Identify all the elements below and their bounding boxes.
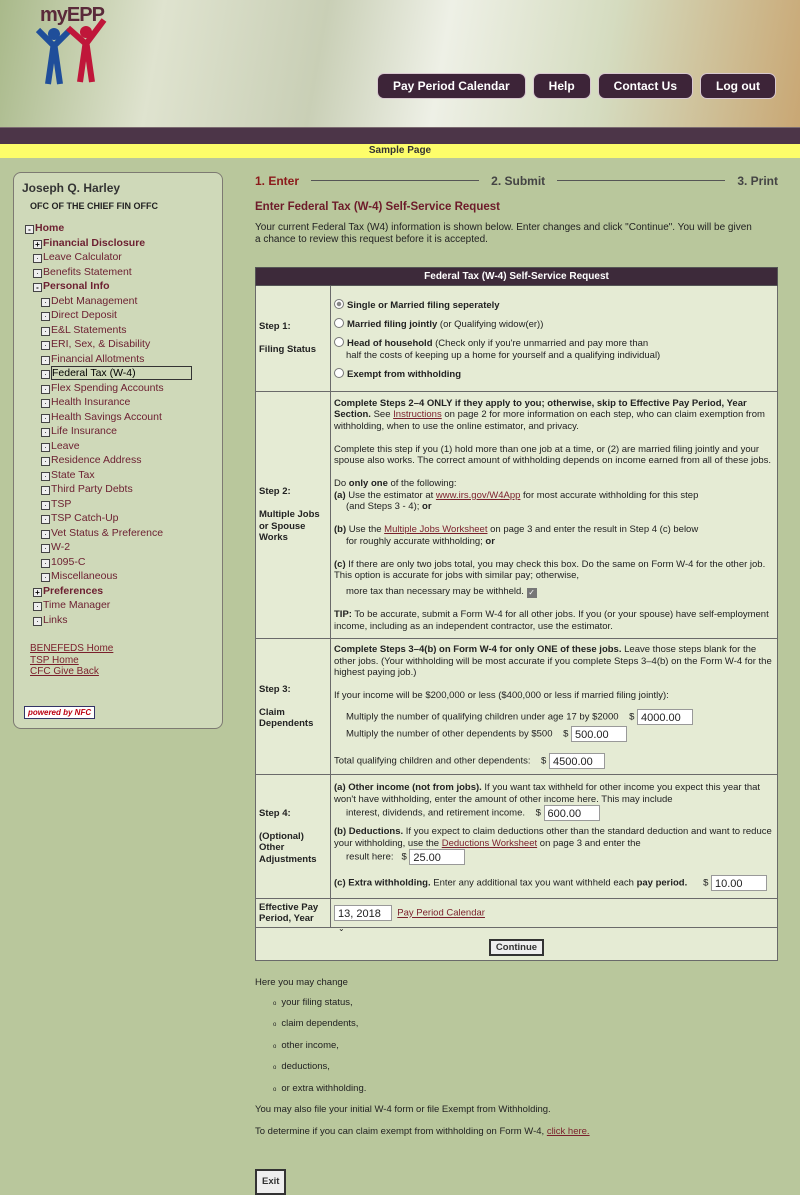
sidebar-item[interactable]: · Leave	[22, 439, 214, 454]
sidebar-item[interactable]: · Links	[22, 613, 214, 628]
step1-label: Step 1:	[259, 321, 291, 333]
tree-toggle-icon[interactable]: ·	[41, 559, 50, 568]
w4-form: Federal Tax (W-4) Self-Service Request Step 1: Filing Status Single or Married filing seperately Married filing jointly (or Qualifying widow(er)) Head of household (Check only if you're unmarried and pay more than half the costs of keeping up a home for yourself and a qualifying individual) Exempt from withholding Step 2: Multiple Jobs or Spouse Works Complete Steps 2–4 ONLY if they apply to you; otherwise, skip to Effective Pay Period, Year Section. See Instructions on page 2 for more information on each step, who can claim exemption from withholding, when to use the online estimator, and privacy. Complete this step if you (1) hold more than one job at a time, or (2) are married filing jointly and your spouse also works. The correct amount of withholding depends on income earned from all of these jobs. Do only one of the following: (a) Use the estimator at www.irs.gov/W4App for most accurate withholding for this step (and Steps 3 - 4); or (b) Use the Multiple Jobs Worksheet on page 3 and enter the result in Step 4 (c) below for roughly accurate withholding; or (c) If there are only two jobs total, you may check this box. Do the same on Form W-4 for the other job. This option is accurate for jobs with similar pay; otherwise, more tax than necessary may be withheld. ✓ TIP: To be accurate, submit a Form W-4 for all other jobs. If you (or your spouse) have self-employment income, including as an independent contractor, use the estimator. Step 3: Claim Dependents Complete Steps 3–4(b) on Form W-4 for only ONE of these jobs. Leave those steps blank for the other jobs. (Your withholding will be most accurate if you complete Steps 3–4(b) on the Form W-4 for the highest paying job.) If your income will be $200,000 or less ($400,000 or less if married filing jointly): Multiply the number of qualifying children under age 17 by $2000 $ 4000.00 Multiply the number of other dependents by $500 $ 500.00 Total qualifying children and other dependents: $ 4500.00 Step 4: (Optional) Other Adjustments (a) Other income (not from jobs). If you want tax withheld for other income you expect this year that won't have withholding, enter the amount of other income here. This may include interest, dividends, and retirement income. $ 600.00 (b) Deductions. If you expect to claim deductions other than the standard deduction and want to reduce your withholding, use the Deductions Worksheet on page 3 and enter the result here: $ 25.00 (c) Extra withholding. Enter any additional tax you want withheld each pay period. $ 10.00 Effective Pay Period, Year 13, 2018 ⌄ Pay Period Calendar Continue	[255, 267, 778, 961]
filing-exempt-radio[interactable]: Exempt from withholding	[334, 368, 774, 381]
step3-sub: Claim Dependents	[259, 706, 314, 729]
sidebar-item[interactable]: · Vet Status & Preference	[22, 526, 214, 541]
sidebar-item[interactable]: · Federal Tax (W-4)	[22, 366, 214, 381]
tree-toggle-icon[interactable]: ·	[41, 341, 50, 350]
tree-toggle-icon[interactable]: ·	[41, 501, 50, 510]
user-name: Joseph Q. Harley	[22, 181, 121, 195]
progress-steps	[255, 172, 778, 189]
tree-toggle-icon[interactable]: ·	[41, 472, 50, 481]
tree-toggle-icon[interactable]: ·	[33, 254, 42, 263]
sidebar-item[interactable]: · Leave Calculator	[22, 250, 214, 265]
sidebar-item[interactable]: · State Tax	[22, 468, 214, 483]
qualifying-children-input[interactable]: 4000.00	[637, 709, 693, 725]
tree-toggle-icon[interactable]: ·	[41, 327, 50, 336]
list-item: o your filing status,	[273, 993, 778, 1015]
tree-toggle-icon[interactable]: ·	[41, 356, 50, 365]
sidebar-item[interactable]: · Life Insurance	[22, 424, 214, 439]
tree-toggle-icon[interactable]: ·	[41, 399, 50, 408]
two-jobs-checkbox[interactable]: ✓	[528, 587, 535, 597]
sidebar-item[interactable]: · 1095-C	[22, 555, 214, 570]
tree-toggle-icon[interactable]: ·	[41, 385, 50, 394]
pay-period-calendar-link[interactable]: Pay Period Calendar	[397, 907, 485, 919]
tree-toggle-icon[interactable]: ·	[33, 602, 42, 611]
nav-tree	[22, 221, 214, 627]
page-title: Enter Federal Tax (W-4) Self-Service Request	[255, 201, 500, 213]
list-item: o claim dependents,	[273, 1014, 778, 1036]
sidebar-item[interactable]: · ERI, Sex, & Disability	[22, 337, 214, 352]
sidebar-item[interactable]: · W-2	[22, 540, 214, 555]
tree-toggle-icon[interactable]: ·	[33, 617, 42, 626]
tree-toggle-icon[interactable]: -	[33, 283, 42, 292]
list-item: o other income,	[273, 1036, 778, 1058]
pay-period-select[interactable]: 13, 2018 ⌄	[334, 905, 392, 921]
help-button[interactable]: Help	[533, 73, 591, 99]
step-submit: 2. Submit	[491, 173, 546, 188]
sidebar-item[interactable]: · Health Savings Account	[22, 410, 214, 425]
tree-toggle-icon[interactable]: ·	[41, 298, 50, 307]
click-here-link[interactable]: click here.	[546, 1125, 590, 1137]
tree-toggle-icon[interactable]: ·	[41, 370, 50, 379]
cfc-give-back-link[interactable]: CFC Give Back	[30, 666, 99, 677]
sample-page-banner: Sample Page	[0, 144, 800, 158]
tree-toggle-icon[interactable]: ·	[41, 428, 50, 437]
other-income-input[interactable]: 600.00	[544, 805, 600, 821]
tree-toggle-icon[interactable]: +	[33, 240, 42, 249]
irs-estimator-link[interactable]: www.irs.gov/W4App	[435, 489, 521, 501]
form-header: Federal Tax (W-4) Self-Service Request	[256, 268, 778, 286]
list-item: o deductions,	[273, 1057, 778, 1079]
sidebar-item[interactable]: · Benefits Statement	[22, 265, 214, 280]
exit-button[interactable]: Exit	[255, 1169, 286, 1195]
sidebar-item[interactable]: · Time Manager	[22, 598, 214, 613]
filing-single-radio[interactable]: Single or Married filing seperately	[334, 299, 774, 312]
filing-joint-radio[interactable]: Married filing jointly (or Qualifying widow(er))	[334, 318, 774, 331]
step-enter: 1. Enter	[255, 173, 300, 188]
extra-withholding-input[interactable]: 10.00	[711, 875, 767, 891]
sidebar-item[interactable]: · Miscellaneous	[22, 569, 214, 584]
income-threshold-text: If your income will be $200,000 or less ($400,000 or less if married filing jointly):	[334, 690, 669, 702]
header-banner	[0, 0, 800, 128]
benefeds-home-link[interactable]: BENEFEDS Home	[30, 643, 114, 654]
powered-by-nfc-logo[interactable]: powered by NFC	[24, 706, 95, 719]
sidebar-item[interactable]: · Financial Allotments	[22, 352, 214, 367]
sidebar-item[interactable]: · Third Party Debts	[22, 482, 214, 497]
total-dependents-input[interactable]: 4500.00	[549, 753, 605, 769]
chevron-down-icon: ⌄	[338, 924, 345, 933]
sidebar-item[interactable]: · TSP Catch-Up	[22, 511, 214, 526]
tree-toggle-icon[interactable]: ·	[41, 443, 50, 452]
sidebar-item[interactable]: · TSP	[22, 497, 214, 512]
continue-button[interactable]: Continue	[489, 939, 544, 957]
step2-para: Complete this step if you (1) hold more than one job at a time, or (2) are married filing jointly and your spouse also works. The correct amount of withholding depends on income earned from all of these jobs.	[334, 443, 772, 467]
log-out-button[interactable]: Log out	[700, 73, 776, 99]
tree-toggle-icon[interactable]: -	[25, 225, 34, 234]
intro-text: Your current Federal Tax (W4) information is shown below. Enter changes and click "Continue". You will be given a chance to review this request before it is accepted.	[255, 222, 752, 245]
sidebar-item[interactable]: + Preferences	[22, 584, 214, 599]
sidebar-item[interactable]: - Personal Info	[22, 279, 214, 294]
tree-toggle-icon[interactable]: +	[33, 588, 42, 597]
tree-toggle-icon[interactable]: ·	[41, 414, 50, 423]
tree-toggle-icon[interactable]: ·	[41, 544, 50, 553]
tree-toggle-icon[interactable]: ·	[41, 573, 50, 582]
other-dependents-input[interactable]: 500.00	[571, 726, 627, 742]
step1-sub: Filing Status	[259, 344, 316, 356]
step-print: 3. Print	[737, 173, 778, 188]
pay-period-calendar-button[interactable]: Pay Period Calendar	[377, 73, 526, 99]
step2-sub: Multiple Jobs or Spouse Works	[259, 509, 320, 544]
tree-toggle-icon[interactable]: ·	[33, 269, 42, 278]
header-divider	[0, 128, 800, 144]
tree-toggle-icon[interactable]: ·	[41, 457, 50, 466]
deductions-worksheet-link[interactable]: Deductions Worksheet	[441, 837, 538, 849]
contact-us-button[interactable]: Contact Us	[598, 73, 693, 99]
tree-toggle-icon[interactable]: ·	[41, 515, 50, 524]
tree-toggle-icon[interactable]: ·	[41, 486, 50, 495]
sidebar-item[interactable]: - Home	[22, 221, 214, 236]
effective-period-label: Effective Pay Period, Year	[256, 899, 331, 928]
multiple-jobs-worksheet-link[interactable]: Multiple Jobs Worksheet	[384, 524, 488, 536]
myepp-logo[interactable]: myEPP	[36, 4, 116, 89]
sidebar-item[interactable]: · Health Insurance	[22, 395, 214, 410]
filing-hoh-radio[interactable]: Head of household (Check only if you're unmarried and pay more than half the costs of keeping up a home for yourself and a qualifying individual)	[334, 337, 774, 362]
list-item: o or extra withholding.	[273, 1079, 778, 1101]
tsp-home-link[interactable]: TSP Home	[30, 654, 79, 666]
step2-label: Step 2:	[259, 486, 291, 498]
sidebar-item[interactable]: · Residence Address	[22, 453, 214, 468]
step4-label: Step 4:	[259, 807, 291, 819]
help-text: Here you may change o your filing status, o claim dependents, o other income, o deductions, o or extra withholding. You may also file your initial W-4 form or file Exempt from Withholding. To determine if you can claim exempt from withholding on Form W-4, click here. Exit	[255, 973, 778, 1195]
instructions-link[interactable]: Instructions	[393, 409, 442, 421]
sidebar-item[interactable]: · E&L Statements	[22, 323, 214, 338]
deductions-input[interactable]: 25.00	[409, 849, 465, 865]
sidebar-item[interactable]: + Financial Disclosure	[22, 236, 214, 251]
sidebar-item[interactable]: · Flex Spending Accounts	[22, 381, 214, 396]
step3-label: Step 3:	[259, 683, 291, 695]
sidebar-item[interactable]: · Direct Deposit	[22, 308, 214, 323]
step4-sub: (Optional) Other Adjustments	[259, 830, 317, 865]
user-org: OFC OF THE CHIEF FIN OFFC	[30, 201, 158, 211]
sidebar-item[interactable]: · Debt Management	[22, 294, 214, 309]
tree-toggle-icon[interactable]: ·	[41, 312, 50, 321]
tree-toggle-icon[interactable]: ·	[41, 530, 50, 539]
sidebar	[13, 172, 223, 729]
